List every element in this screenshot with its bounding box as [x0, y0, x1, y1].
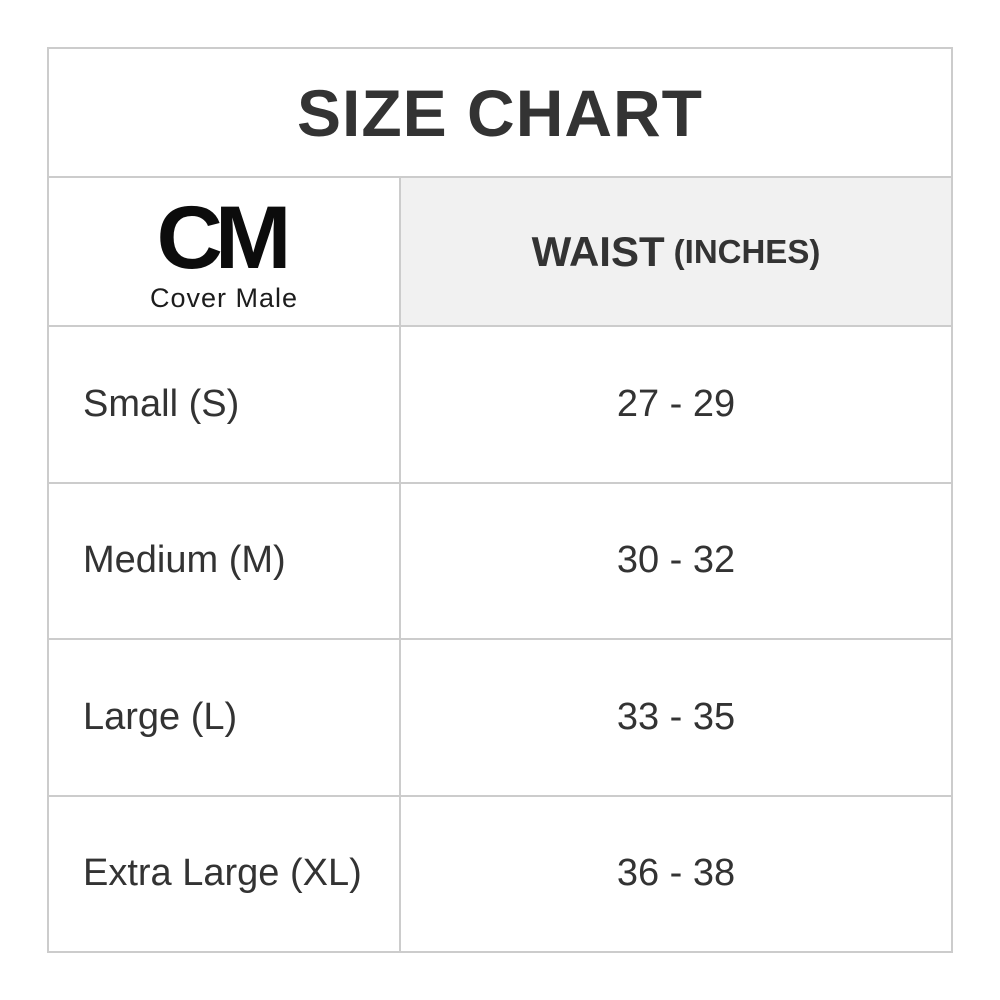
- waist-header-unit: (INCHES): [673, 232, 821, 270]
- waist-cell: [401, 797, 951, 952]
- table-row-extra-large: [49, 797, 951, 952]
- size-cell: [49, 640, 401, 795]
- size-cell: [49, 327, 401, 482]
- waist-value: 33 - 35: [616, 695, 736, 738]
- size-label: Small (S): [83, 382, 240, 425]
- table-row-medium: [49, 484, 951, 641]
- table-row-small: [49, 327, 951, 484]
- waist-value: 30 - 32: [616, 539, 736, 582]
- waist-cell: [401, 484, 951, 639]
- waist-column-header: [401, 178, 951, 325]
- size-label: Extra Large (XL): [83, 852, 362, 895]
- table-row-large: [49, 640, 951, 797]
- size-label: Medium (M): [83, 539, 286, 582]
- size-cell: [49, 797, 401, 952]
- size-label: Large (L): [83, 695, 238, 738]
- size-cell: [49, 484, 401, 639]
- brand-name: Cover Male: [149, 282, 299, 313]
- waist-cell: [401, 640, 951, 795]
- column-header-row: [49, 178, 951, 327]
- waist-value: 36 - 38: [616, 852, 736, 895]
- waist-cell: [401, 327, 951, 482]
- waist-value: 27 - 29: [616, 382, 736, 425]
- page-title: SIZE CHART: [297, 75, 703, 150]
- size-chart-table: [47, 47, 953, 953]
- cover-male-logo: [149, 188, 299, 313]
- brand-initials-icon: CM: [156, 188, 284, 287]
- waist-header-label: WAIST: [531, 227, 665, 275]
- brand-cell: [49, 178, 401, 325]
- size-chart-title-row: [49, 49, 951, 178]
